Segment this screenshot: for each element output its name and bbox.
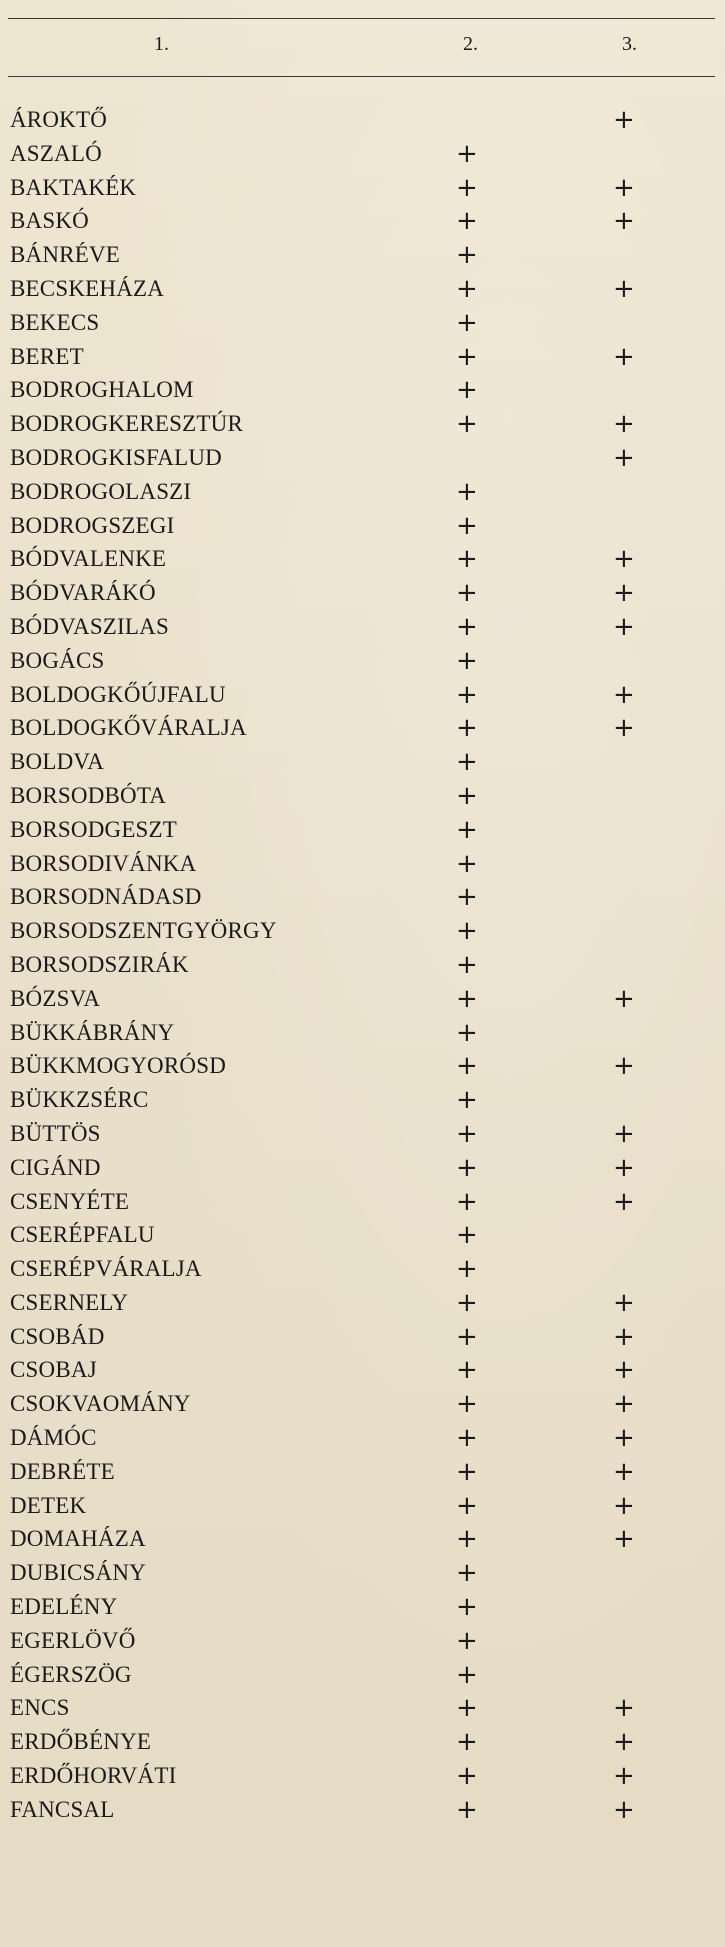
- column-2-mark: +: [456, 1761, 478, 1792]
- column-3-mark: +: [613, 1152, 635, 1183]
- column-2-mark: +: [456, 1423, 478, 1454]
- settlement-name: BODROGKISFALUD: [10, 444, 222, 470]
- settlement-name: CSOKVAOMÁNY: [10, 1391, 191, 1417]
- column-2-mark: +: [456, 138, 478, 169]
- table-row: [0, 306, 725, 340]
- column-2-mark: +: [456, 1017, 478, 1048]
- settlement-name: FANCSAL: [10, 1796, 115, 1822]
- column-2-mark: +: [456, 206, 478, 237]
- column-3-mark: +: [613, 1693, 635, 1724]
- column-2-mark: +: [456, 1186, 478, 1217]
- table-row: [0, 1252, 725, 1286]
- settlement-name: CSERÉPVÁRALJA: [10, 1256, 202, 1282]
- settlement-name: BÓDVARÁKÓ: [10, 580, 156, 606]
- settlement-name: ASZALÓ: [10, 140, 102, 166]
- table-row: [0, 171, 725, 205]
- settlement-table: [0, 103, 725, 1827]
- table-row: [0, 1049, 725, 1083]
- table-row: [0, 542, 725, 576]
- column-header-1: 1.: [154, 33, 169, 55]
- column-3-mark: +: [613, 206, 635, 237]
- column-2-mark: +: [456, 1152, 478, 1183]
- column-3-mark: +: [613, 1355, 635, 1386]
- settlement-name: DETEK: [10, 1492, 87, 1518]
- table-row: [0, 1421, 725, 1455]
- table-row: [0, 847, 725, 881]
- settlement-name: BOLDOGKŐVÁRALJA: [10, 715, 247, 741]
- column-2-mark: +: [456, 409, 478, 440]
- column-3-mark: +: [613, 1727, 635, 1758]
- table-row: [0, 103, 725, 137]
- settlement-name: ERDŐBÉNYE: [10, 1729, 152, 1755]
- column-2-mark: +: [456, 882, 478, 913]
- table-row: [0, 1151, 725, 1185]
- column-2-mark: +: [456, 1085, 478, 1116]
- column-2-mark: +: [456, 1220, 478, 1251]
- table-row: [0, 678, 725, 712]
- settlement-name: CSOBÁD: [10, 1323, 105, 1349]
- settlement-name: CIGÁND: [10, 1154, 101, 1180]
- column-3-mark: +: [613, 983, 635, 1014]
- settlement-name: BÓZSVA: [10, 985, 101, 1011]
- column-3-mark: +: [613, 1321, 635, 1352]
- column-2-mark: +: [456, 273, 478, 304]
- settlement-name: BÜTTÖS: [10, 1120, 101, 1146]
- column-2-mark: +: [456, 983, 478, 1014]
- settlement-name: BECSKEHÁZA: [10, 275, 165, 301]
- table-row: [0, 1556, 725, 1590]
- settlement-name: DEBRÉTE: [10, 1458, 115, 1484]
- settlement-name: BODROGKERESZTÚR: [10, 411, 244, 437]
- header-bottom-rule: [8, 76, 715, 77]
- settlement-name: BORSODGESZT: [10, 816, 178, 842]
- column-2-mark: +: [456, 1558, 478, 1589]
- column-2-mark: +: [456, 747, 478, 778]
- column-2-mark: +: [456, 1625, 478, 1656]
- column-2-mark: +: [456, 1118, 478, 1149]
- column-2-mark: +: [456, 1659, 478, 1690]
- table-row: [0, 1624, 725, 1658]
- settlement-name: BORSODNÁDASD: [10, 884, 202, 910]
- column-2-mark: +: [456, 544, 478, 575]
- settlement-name: EDELÉNY: [10, 1594, 118, 1620]
- table-row: [0, 1759, 725, 1793]
- column-2-mark: +: [456, 611, 478, 642]
- column-3-mark: +: [613, 172, 635, 203]
- table-row: [0, 1455, 725, 1489]
- settlement-name: DUBICSÁNY: [10, 1560, 146, 1586]
- table-row: [0, 914, 725, 948]
- column-3-mark: +: [613, 1118, 635, 1149]
- table-row: [0, 1286, 725, 1320]
- column-3-mark: +: [613, 1794, 635, 1825]
- column-3-mark: +: [613, 1423, 635, 1454]
- settlement-name: BORSODBÓTA: [10, 782, 167, 808]
- table-row: [0, 1590, 725, 1624]
- column-3-mark: +: [613, 1456, 635, 1487]
- settlement-name: BOGÁCS: [10, 647, 105, 673]
- column-2-mark: +: [456, 645, 478, 676]
- column-2-mark: +: [456, 1051, 478, 1082]
- column-2-mark: +: [456, 476, 478, 507]
- table-row: [0, 204, 725, 238]
- settlement-name: ENCS: [10, 1695, 70, 1721]
- column-3-mark: +: [613, 1524, 635, 1555]
- column-3-mark: +: [613, 1287, 635, 1318]
- header-top-rule: [8, 18, 715, 19]
- settlement-name: BODROGSZEGI: [10, 512, 175, 538]
- settlement-name: CSOBAJ: [10, 1357, 97, 1383]
- column-3-mark: +: [613, 1490, 635, 1521]
- column-2-mark: +: [456, 713, 478, 744]
- column-2-mark: +: [456, 1727, 478, 1758]
- settlement-name: BODROGOLASZI: [10, 478, 192, 504]
- table-row: [0, 1016, 725, 1050]
- settlement-name: BORSODSZIRÁK: [10, 951, 189, 977]
- settlement-name: BERET: [10, 343, 84, 369]
- table-row: [0, 880, 725, 914]
- table-row: [0, 1353, 725, 1387]
- column-2-mark: +: [456, 341, 478, 372]
- table-row: [0, 1320, 725, 1354]
- table-row: [0, 1489, 725, 1523]
- settlement-name: ÁROKTŐ: [10, 107, 108, 132]
- column-3-mark: +: [613, 105, 635, 135]
- column-header-3: 3.: [622, 33, 637, 55]
- column-2-mark: +: [456, 679, 478, 710]
- table-row: [0, 813, 725, 847]
- settlement-name: DÁMÓC: [10, 1425, 97, 1451]
- column-3-mark: +: [613, 611, 635, 642]
- column-header-2: 2.: [463, 33, 478, 55]
- column-2-mark: +: [456, 1389, 478, 1420]
- table-row: [0, 1691, 725, 1725]
- column-2-mark: +: [456, 814, 478, 845]
- table-row: [0, 475, 725, 509]
- column-3-mark: +: [613, 578, 635, 609]
- table-row: [0, 1793, 725, 1827]
- settlement-name: BODROGHALOM: [10, 377, 194, 403]
- column-3-mark: +: [613, 341, 635, 372]
- column-3-mark: +: [613, 409, 635, 440]
- column-2-mark: +: [456, 1592, 478, 1623]
- table-row: [0, 1387, 725, 1421]
- settlement-name: ÉGERSZÖG: [10, 1661, 132, 1687]
- column-2-mark: +: [456, 578, 478, 609]
- column-2-mark: +: [456, 1321, 478, 1352]
- settlement-name: BÜKKÁBRÁNY: [10, 1019, 175, 1045]
- table-row: [0, 644, 725, 678]
- column-2-mark: +: [456, 510, 478, 541]
- column-2-mark: +: [456, 1490, 478, 1521]
- table-row: [0, 779, 725, 813]
- table-row: [0, 1218, 725, 1252]
- column-3-mark: +: [613, 679, 635, 710]
- settlement-name: DOMAHÁZA: [10, 1526, 146, 1552]
- table-row: [0, 982, 725, 1016]
- table-row: [0, 340, 725, 374]
- column-3-mark: +: [613, 1051, 635, 1082]
- column-2-mark: +: [456, 1524, 478, 1555]
- table-row: [0, 238, 725, 272]
- column-2-mark: +: [456, 1254, 478, 1285]
- settlement-name: BASKÓ: [10, 208, 89, 234]
- settlement-name: BORSODSZENTGYÖRGY: [10, 918, 277, 944]
- settlement-name: BAKTAKÉK: [10, 174, 137, 200]
- settlement-name: CSENYÉTE: [10, 1188, 130, 1214]
- table-row: [0, 1083, 725, 1117]
- table-row: [0, 407, 725, 441]
- table-row: [0, 610, 725, 644]
- settlement-name: BEKECS: [10, 309, 100, 335]
- table-row: [0, 373, 725, 407]
- settlement-name: CSERNELY: [10, 1289, 129, 1315]
- column-2-mark: +: [456, 240, 478, 271]
- table-row: [0, 745, 725, 779]
- table-row: [0, 1522, 725, 1556]
- settlement-name: BÜKKMOGYORÓSD: [10, 1053, 227, 1079]
- column-3-mark: +: [613, 1761, 635, 1792]
- settlement-name: BÁNRÉVE: [10, 242, 121, 268]
- column-2-mark: +: [456, 1693, 478, 1724]
- column-2-mark: +: [456, 1287, 478, 1318]
- table-row: [0, 1658, 725, 1692]
- column-2-mark: +: [456, 375, 478, 406]
- table-row: [0, 272, 725, 306]
- table-row: [0, 441, 725, 475]
- table-row: [0, 509, 725, 543]
- column-2-mark: +: [456, 848, 478, 879]
- column-3-mark: +: [613, 442, 635, 473]
- column-2-mark: +: [456, 916, 478, 947]
- settlement-name: BOLDOGKŐÚJFALU: [10, 681, 226, 707]
- column-2-mark: +: [456, 307, 478, 338]
- column-3-mark: +: [613, 273, 635, 304]
- settlement-name: CSERÉPFALU: [10, 1222, 155, 1248]
- table-row: [0, 1725, 725, 1759]
- column-2-mark: +: [456, 1794, 478, 1825]
- settlement-name: EGERLÖVŐ: [10, 1627, 136, 1653]
- settlement-name: ERDŐHORVÁTI: [10, 1763, 177, 1789]
- table-row: [0, 1117, 725, 1151]
- column-3-mark: +: [613, 713, 635, 744]
- settlement-name: BÓDVALENKE: [10, 546, 167, 572]
- column-2-mark: +: [456, 780, 478, 811]
- column-3-mark: +: [613, 1389, 635, 1420]
- table-row: [0, 948, 725, 982]
- settlement-name: BOLDVA: [10, 749, 105, 775]
- column-3-mark: +: [613, 1186, 635, 1217]
- column-2-mark: +: [456, 1456, 478, 1487]
- column-3-mark: +: [613, 544, 635, 575]
- settlement-name: BÜKKZSÉRC: [10, 1087, 149, 1113]
- column-2-mark: +: [456, 949, 478, 980]
- table-row: [0, 576, 725, 610]
- table-row: [0, 137, 725, 171]
- settlement-name: BÓDVASZILAS: [10, 613, 169, 639]
- table-row: [0, 1185, 725, 1219]
- settlement-name: BORSODIVÁNKA: [10, 850, 197, 876]
- table-row: [0, 711, 725, 745]
- column-2-mark: +: [456, 1355, 478, 1386]
- column-2-mark: +: [456, 172, 478, 203]
